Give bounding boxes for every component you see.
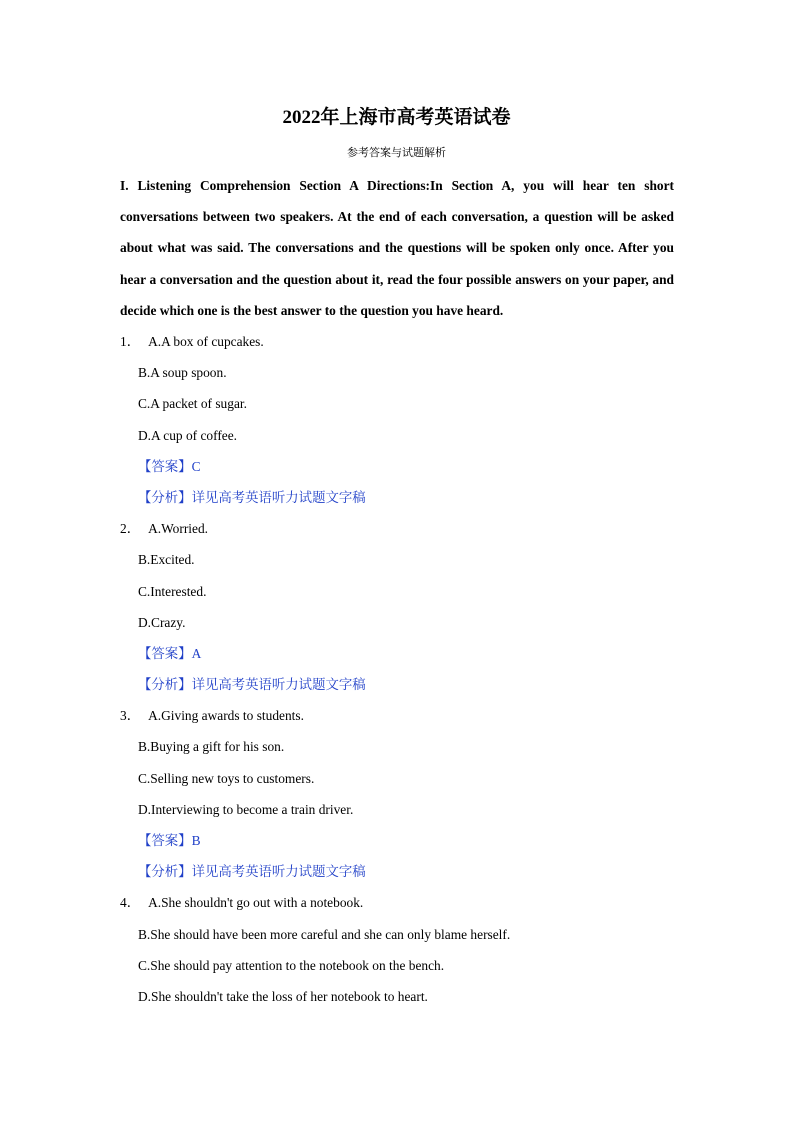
- option-b: B.Excited.: [138, 552, 195, 568]
- analysis-line: [120, 856, 680, 887]
- analysis-label: 【分析】: [138, 864, 192, 880]
- section-directions: I. Listening Comprehension Section A Directions:In Section A, you will hear ten short conversations between two speakers. At the end of each conversation, a question will be asked about what was said. The conversations and the questions will be spoken only once. After you hear a conversation and the question about it, read the four possible answers on your paper, and decide which one is the best answer to the question you have heard.: [120, 178, 674, 318]
- answer-value: B: [191, 833, 201, 848]
- question-4: [120, 887, 680, 918]
- analysis-label: 【分析】: [138, 677, 192, 693]
- answer-line: [120, 638, 680, 669]
- analysis-text: 详见高考英语听力试题文字稿: [191, 864, 366, 880]
- option-d: D.A cup of coffee.: [138, 427, 238, 443]
- answer-line: [120, 451, 680, 482]
- page-title: 2022年上海市高考英语试卷: [282, 107, 511, 128]
- question-3: [120, 700, 680, 731]
- answer-label: 【答案】: [138, 645, 192, 661]
- option-c: C.A packet of sugar.: [138, 396, 247, 412]
- option-a: A.A box of cupcakes.: [148, 334, 264, 349]
- option-b: B.Buying a gift for his son.: [138, 739, 285, 755]
- analysis-label: 【分析】: [138, 489, 192, 505]
- answer-value: C: [191, 458, 201, 474]
- question-number: 2．: [120, 521, 141, 537]
- option-b: B.She should have been more careful and she can only blame herself.: [138, 926, 511, 942]
- analysis-text: 详见高考英语听力试题文字稿: [191, 677, 366, 693]
- option-d: D.Interviewing to become a train driver.: [138, 801, 354, 817]
- question-1: [120, 326, 680, 357]
- page-subtitle: 参考答案与试题解析: [347, 147, 446, 159]
- answer-line: [120, 825, 680, 856]
- option-c: C.Interested.: [138, 583, 207, 599]
- option-d: D.She shouldn't take the loss of her notebook to heart.: [138, 988, 428, 1004]
- option-c: C.Selling new toys to customers.: [138, 770, 315, 786]
- question-2: [120, 513, 680, 544]
- analysis-line: [120, 669, 680, 700]
- question-number: 4．: [120, 895, 141, 911]
- option-d: D.Crazy.: [138, 614, 186, 630]
- option-a: A.Giving awards to students.: [148, 708, 304, 724]
- question-number: 3．: [120, 708, 141, 724]
- question-number: 1．: [120, 334, 141, 349]
- option-a: A.Worried.: [148, 521, 208, 537]
- option-c: C.She should pay attention to the notebook on the bench.: [138, 957, 445, 973]
- option-a: A.She shouldn't go out with a notebook.: [148, 895, 364, 911]
- analysis-text: 详见高考英语听力试题文字稿: [191, 489, 366, 505]
- answer-value: A: [191, 645, 202, 661]
- answer-label: 【答案】: [138, 458, 192, 474]
- question-list: [120, 326, 680, 1012]
- option-b: B.A soup spoon.: [138, 365, 227, 381]
- analysis-line: [120, 482, 680, 513]
- answer-label: 【答案】: [138, 833, 192, 848]
